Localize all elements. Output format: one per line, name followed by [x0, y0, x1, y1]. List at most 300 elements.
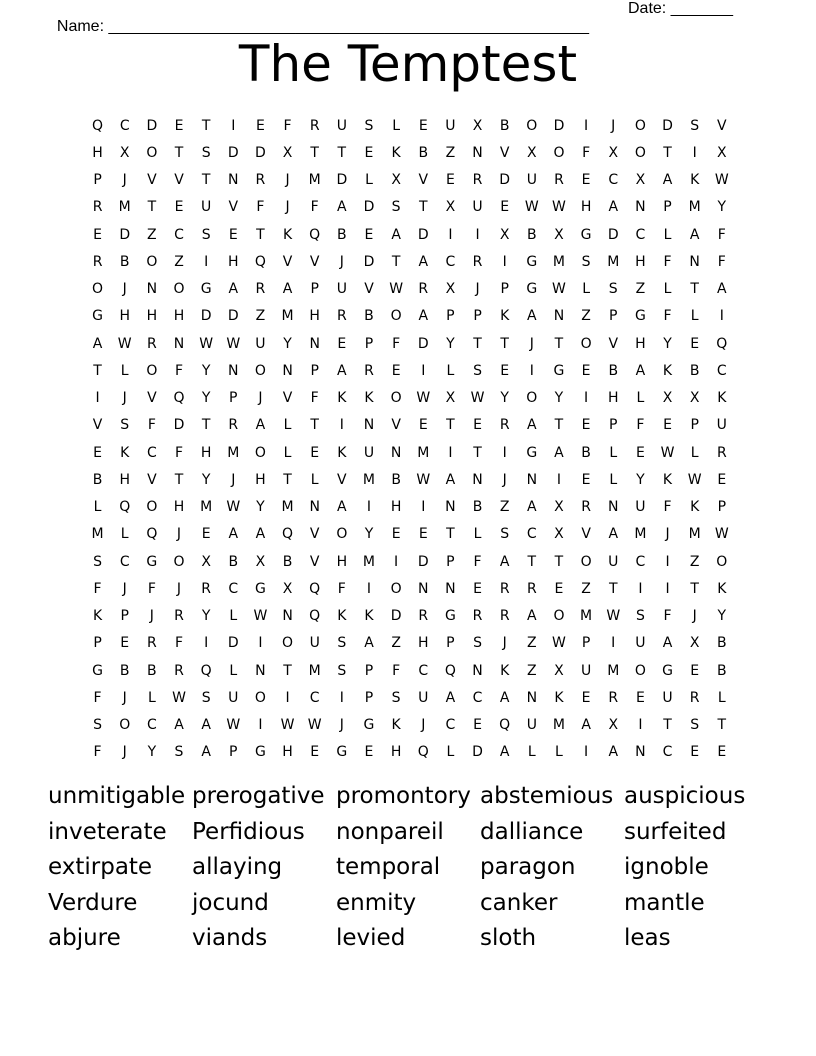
- grid-letter: Y: [256, 499, 265, 516]
- grid-letter: N: [635, 744, 646, 761]
- word-list-item: nonpareil: [336, 818, 444, 845]
- grid-letter: S: [581, 253, 591, 270]
- grid-letter: P: [120, 608, 129, 625]
- word-list-item: canker: [480, 889, 558, 916]
- grid-letter: W: [470, 390, 485, 407]
- grid-letter: D: [417, 226, 429, 243]
- grid-letter: U: [228, 689, 239, 706]
- grid-letter: O: [173, 281, 185, 298]
- grid-letter: R: [92, 253, 103, 270]
- grid-letter: Y: [554, 390, 564, 407]
- grid-letter: E: [717, 471, 727, 488]
- grid-letter: T: [283, 662, 292, 679]
- grid-letter: N: [635, 199, 646, 216]
- grid-letter: O: [254, 362, 266, 379]
- grid-letter: O: [92, 281, 104, 298]
- grid-letter: C: [635, 553, 646, 570]
- grid-letter: N: [173, 335, 185, 352]
- grid-letter: W: [389, 281, 404, 298]
- grid-letter: J: [122, 580, 127, 597]
- grid-letter: T: [337, 144, 347, 161]
- grid-letter: W: [660, 444, 675, 461]
- word-list-item: mantle: [624, 889, 705, 916]
- grid-letter: N: [228, 172, 239, 189]
- grid-letter: D: [417, 553, 429, 570]
- word-list-item: abstemious: [480, 783, 614, 809]
- grid-letter: E: [500, 362, 510, 379]
- grid-letter: U: [526, 717, 537, 734]
- grid-letter: V: [337, 471, 347, 488]
- grid-letter: I: [448, 444, 453, 461]
- grid-letter: R: [201, 580, 211, 597]
- word-list-item: extirpate: [48, 854, 153, 880]
- grid-letter: E: [581, 172, 591, 189]
- grid-letter: N: [390, 444, 402, 461]
- grid-letter: A: [228, 281, 239, 298]
- grid-letter: E: [310, 744, 320, 761]
- grid-letter: H: [390, 744, 402, 761]
- grid-letter: I: [665, 580, 670, 597]
- grid-letter: F: [582, 144, 591, 161]
- grid-letter: X: [554, 499, 564, 516]
- grid-letter: C: [662, 744, 673, 761]
- grid-letter: L: [446, 744, 455, 761]
- grid-letter: M: [688, 199, 701, 216]
- grid-letter: F: [717, 226, 726, 243]
- grid-letter: F: [93, 744, 102, 761]
- grid-letter: L: [473, 526, 482, 543]
- grid-letter: J: [149, 608, 154, 625]
- grid-letter: G: [526, 253, 538, 270]
- grid-letter: I: [556, 471, 562, 488]
- grid-letter: X: [608, 144, 619, 161]
- grid-letter: O: [390, 308, 402, 325]
- grid-letter: Y: [201, 608, 211, 625]
- grid-letter: D: [363, 253, 375, 270]
- grid-letter: I: [394, 553, 399, 570]
- grid-letter: I: [366, 580, 372, 597]
- grid-letter: P: [500, 281, 509, 298]
- grid-letter: X: [255, 553, 266, 570]
- grid-letter: G: [92, 308, 103, 325]
- grid-letter: U: [418, 689, 429, 706]
- grid-letter: R: [418, 281, 429, 298]
- grid-letter: K: [690, 172, 700, 189]
- header-line: [48, 0, 768, 35]
- grid-letter: D: [499, 172, 511, 189]
- grid-letter: I: [231, 117, 236, 134]
- grid-letter: W: [226, 499, 241, 516]
- grid-letter: W: [606, 608, 621, 625]
- grid-letter: M: [227, 444, 240, 461]
- grid-letter: D: [662, 117, 673, 134]
- name-field-label: Name: ______________________________________________________: [56, 18, 589, 35]
- grid-letter: T: [717, 717, 727, 734]
- grid-letter: N: [309, 499, 320, 516]
- grid-letter: E: [717, 744, 727, 761]
- grid-letter: S: [337, 662, 347, 679]
- grid-letter: S: [473, 362, 482, 379]
- grid-letter: O: [634, 117, 646, 134]
- grid-letter: J: [122, 390, 127, 407]
- grid-letter: V: [364, 281, 374, 298]
- grid-letter: U: [716, 417, 727, 434]
- grid-letter: J: [339, 717, 344, 734]
- grid-letter: A: [174, 717, 184, 734]
- grid-letter: E: [174, 199, 184, 216]
- grid-letter: R: [309, 117, 320, 134]
- grid-letter: Q: [92, 117, 104, 134]
- grid-letter: X: [554, 526, 564, 543]
- grid-letter: B: [92, 471, 103, 488]
- grid-letter: B: [282, 553, 293, 570]
- grid-letter: P: [93, 172, 102, 189]
- grid-letter: R: [499, 608, 510, 625]
- grid-letter: G: [254, 580, 266, 597]
- grid-letter: E: [690, 662, 700, 679]
- grid-letter: V: [581, 526, 591, 543]
- grid-letter: W: [172, 689, 186, 706]
- grid-letter: W: [552, 199, 566, 216]
- grid-letter: U: [309, 635, 320, 652]
- grid-letter: N: [445, 499, 456, 516]
- grid-letter: V: [174, 172, 184, 189]
- grid-letter: E: [337, 335, 347, 352]
- grid-letter: X: [282, 144, 293, 161]
- grid-letter: N: [309, 335, 320, 352]
- grid-letter: H: [580, 199, 592, 216]
- grid-letter: B: [581, 444, 591, 461]
- grid-letter: G: [92, 662, 103, 679]
- grid-letter: A: [635, 362, 646, 379]
- grid-letter: L: [582, 281, 590, 298]
- grid-letter: J: [176, 526, 182, 543]
- grid-letter: M: [200, 499, 213, 516]
- grid-letter: F: [93, 580, 102, 597]
- grid-letter: B: [337, 226, 347, 243]
- grid-letter: Z: [581, 308, 591, 325]
- grid-letter: H: [309, 308, 320, 325]
- grid-letter: C: [146, 444, 157, 461]
- grid-letter: O: [526, 117, 538, 134]
- grid-letter: V: [147, 172, 157, 189]
- date-field-label: Date: _______: [628, 0, 733, 17]
- grid-letter: Z: [255, 308, 266, 325]
- grid-letter: S: [364, 117, 374, 134]
- grid-letter: R: [255, 281, 266, 298]
- grid-letter: D: [553, 117, 565, 134]
- grid-letter: T: [147, 199, 157, 216]
- grid-letter: A: [228, 526, 239, 543]
- grid-letter: Z: [689, 553, 700, 570]
- grid-letter: U: [608, 553, 619, 570]
- grid-letter: E: [93, 226, 102, 243]
- word-list-item: abjure: [48, 925, 121, 951]
- word-list-item: enmity: [336, 889, 417, 916]
- grid-letter: G: [526, 444, 538, 461]
- grid-letter: Q: [309, 226, 321, 243]
- grid-letter: R: [554, 172, 564, 189]
- grid-letter: C: [146, 717, 157, 734]
- grid-letter: H: [146, 308, 158, 325]
- grid-letter: T: [527, 553, 537, 570]
- grid-letter: S: [93, 717, 103, 734]
- grid-letter: K: [717, 390, 727, 407]
- grid-letter: D: [173, 417, 185, 434]
- grid-letter: K: [662, 362, 673, 379]
- grid-letter: C: [472, 689, 483, 706]
- grid-letter: U: [580, 662, 592, 679]
- grid-letter: S: [174, 744, 184, 761]
- grid-letter: P: [310, 362, 319, 379]
- grid-letter: I: [366, 499, 372, 516]
- grid-letter: M: [308, 172, 321, 189]
- grid-letter: V: [608, 335, 619, 352]
- grid-letter: Q: [282, 526, 294, 543]
- grid-letter: T: [93, 362, 102, 379]
- grid-letter: A: [364, 635, 374, 652]
- grid-letter: A: [662, 635, 673, 652]
- grid-letter: J: [231, 471, 236, 488]
- grid-letter: R: [146, 635, 157, 652]
- grid-letter: U: [336, 117, 347, 134]
- grid-letter: L: [609, 471, 618, 488]
- grid-letter: B: [717, 662, 727, 679]
- grid-letter: E: [201, 526, 211, 543]
- grid-letter: J: [122, 689, 127, 706]
- grid-letter: Y: [663, 335, 672, 352]
- grid-letter: S: [93, 553, 103, 570]
- grid-letter: L: [636, 390, 645, 407]
- grid-letter: E: [391, 362, 401, 379]
- grid-letter: R: [499, 417, 510, 434]
- grid-letter: P: [310, 281, 319, 298]
- grid-letter: H: [255, 471, 266, 488]
- grid-letter: L: [283, 444, 292, 461]
- grid-letter: A: [527, 499, 537, 516]
- grid-letter: K: [282, 226, 293, 243]
- grid-letter: P: [93, 635, 102, 652]
- grid-letter: Y: [446, 335, 455, 352]
- grid-letter: P: [581, 635, 591, 652]
- grid-letter: S: [120, 417, 130, 434]
- grid-letter: I: [529, 362, 534, 379]
- grid-letter: S: [201, 144, 211, 161]
- grid-letter: D: [200, 308, 212, 325]
- grid-letter: G: [634, 308, 646, 325]
- grid-letter: H: [119, 471, 130, 488]
- grid-letter: A: [445, 471, 456, 488]
- grid-letter: I: [638, 717, 643, 734]
- grid-letter: E: [690, 335, 700, 352]
- grid-letter: F: [663, 608, 672, 625]
- grid-letter: R: [608, 689, 619, 706]
- grid-letter: Q: [119, 499, 131, 516]
- grid-letter: O: [119, 717, 131, 734]
- grid-letter: U: [255, 335, 266, 352]
- grid-letter: X: [445, 281, 456, 298]
- grid-letter: W: [226, 335, 241, 352]
- grid-letter: H: [607, 390, 619, 407]
- grid-letter: Z: [174, 253, 184, 270]
- grid-letter: V: [309, 526, 320, 543]
- grid-letter: O: [336, 526, 348, 543]
- grid-letter: A: [418, 308, 429, 325]
- grid-letter: M: [118, 199, 131, 216]
- grid-letter: G: [553, 362, 565, 379]
- page-title: The Temptest: [238, 35, 578, 93]
- grid-letter: L: [527, 744, 536, 761]
- grid-letter: P: [446, 308, 455, 325]
- grid-letter: V: [391, 417, 401, 434]
- grid-letter: X: [445, 199, 456, 216]
- grid-letter: R: [92, 199, 103, 216]
- grid-letter: H: [173, 308, 185, 325]
- grid-letter: V: [228, 199, 239, 216]
- grid-letter: A: [201, 717, 211, 734]
- grid-letter: Q: [499, 717, 511, 734]
- grid-letter: L: [555, 744, 563, 761]
- grid-letter: F: [256, 199, 265, 216]
- grid-letter: T: [554, 417, 564, 434]
- grid-letter: J: [122, 281, 127, 298]
- grid-letter: T: [201, 117, 211, 134]
- word-list-item: auspicious: [624, 783, 746, 809]
- grid-letter: Y: [201, 471, 211, 488]
- grid-letter: W: [199, 335, 214, 352]
- grid-letter: Z: [391, 635, 401, 652]
- grid-letter: K: [391, 717, 401, 734]
- grid-letter: Y: [364, 526, 374, 543]
- grid-letter: G: [526, 281, 538, 298]
- word-list: [48, 780, 768, 958]
- word-list-item: Perfidious: [192, 818, 305, 845]
- grid-letter: H: [282, 744, 293, 761]
- grid-letter: O: [634, 144, 646, 161]
- grid-letter: L: [120, 526, 129, 543]
- word-list-item: inveterate: [48, 818, 167, 845]
- grid-letter: A: [527, 308, 537, 325]
- grid-letter: W: [687, 471, 702, 488]
- grid-letter: K: [364, 608, 374, 625]
- grid-letter: B: [499, 117, 510, 134]
- grid-letter: A: [527, 608, 537, 625]
- grid-letter: F: [663, 253, 672, 270]
- grid-letter: E: [120, 635, 130, 652]
- grid-letter: T: [256, 226, 265, 243]
- grid-letter: O: [634, 662, 646, 679]
- grid-letter: R: [336, 308, 347, 325]
- grid-letter: I: [611, 635, 616, 652]
- grid-letter: O: [146, 253, 158, 270]
- grid-letter: L: [392, 117, 401, 134]
- grid-letter: T: [201, 172, 211, 189]
- grid-letter: B: [527, 226, 537, 243]
- grid-letter: K: [662, 471, 673, 488]
- grid-letter: M: [91, 526, 104, 543]
- grid-letter: I: [502, 444, 507, 461]
- grid-letter: N: [526, 689, 538, 706]
- grid-letter: P: [229, 744, 238, 761]
- grid-letter: N: [472, 144, 483, 161]
- word-list-item: promontory: [336, 783, 471, 809]
- grid-letter: V: [309, 253, 320, 270]
- grid-letter: U: [336, 281, 347, 298]
- grid-letter: O: [390, 580, 402, 597]
- grid-letter: A: [255, 526, 266, 543]
- grid-letter: I: [421, 362, 426, 379]
- grid-letter: T: [174, 471, 184, 488]
- grid-letter: W: [416, 471, 431, 488]
- grid-letter: X: [608, 717, 619, 734]
- grid-letter: P: [609, 308, 618, 325]
- grid-letter: P: [229, 390, 238, 407]
- grid-letter: I: [584, 390, 589, 407]
- grid-letter: T: [500, 335, 509, 352]
- grid-letter: E: [445, 172, 455, 189]
- grid-letter: J: [122, 744, 127, 761]
- grid-letter: I: [258, 635, 263, 652]
- grid-letter: C: [445, 253, 456, 270]
- grid-letter: E: [500, 199, 510, 216]
- grid-letter: S: [635, 608, 645, 625]
- grid-letter: E: [473, 417, 482, 434]
- grid-letter: Q: [173, 390, 185, 407]
- grid-letter: I: [339, 689, 344, 706]
- grid-letter: K: [92, 608, 103, 625]
- grid-letter: L: [310, 471, 319, 488]
- grid-letter: V: [147, 390, 157, 407]
- grid-letter: T: [473, 335, 482, 352]
- grid-letter: J: [122, 172, 127, 189]
- grid-letter: A: [608, 199, 619, 216]
- grid-letter: K: [500, 662, 510, 679]
- word-list-item: ignoble: [624, 854, 709, 880]
- grid-letter: W: [117, 335, 132, 352]
- grid-letter: M: [607, 253, 620, 270]
- grid-letter: X: [391, 172, 401, 189]
- grid-letter: M: [634, 526, 647, 543]
- grid-letter: E: [581, 417, 591, 434]
- grid-letter: O: [282, 635, 294, 652]
- grid-letter: K: [554, 689, 564, 706]
- grid-letter: S: [473, 635, 482, 652]
- grid-letter: C: [608, 172, 619, 189]
- grid-letter: K: [337, 390, 347, 407]
- grid-letter: P: [364, 689, 374, 706]
- grid-letter: E: [418, 117, 428, 134]
- grid-letter: J: [258, 390, 263, 407]
- grid-letter: O: [390, 390, 402, 407]
- grid-letter: X: [662, 390, 673, 407]
- grid-letter: Y: [201, 362, 211, 379]
- grid-letter: A: [255, 417, 266, 434]
- grid-letter: A: [662, 172, 673, 189]
- grid-letter: Q: [254, 253, 266, 270]
- grid-letter: K: [337, 608, 347, 625]
- grid-letter: Y: [283, 335, 292, 352]
- grid-letter: J: [611, 117, 616, 134]
- grid-letter: I: [475, 226, 480, 243]
- grid-letter: A: [499, 689, 510, 706]
- grid-letter: W: [416, 390, 431, 407]
- grid-letter: I: [258, 717, 263, 734]
- grid-letter: A: [418, 253, 429, 270]
- grid-letter: P: [446, 635, 455, 652]
- grid-letter: A: [391, 226, 401, 243]
- grid-letter: B: [147, 662, 157, 679]
- grid-letter: J: [339, 253, 344, 270]
